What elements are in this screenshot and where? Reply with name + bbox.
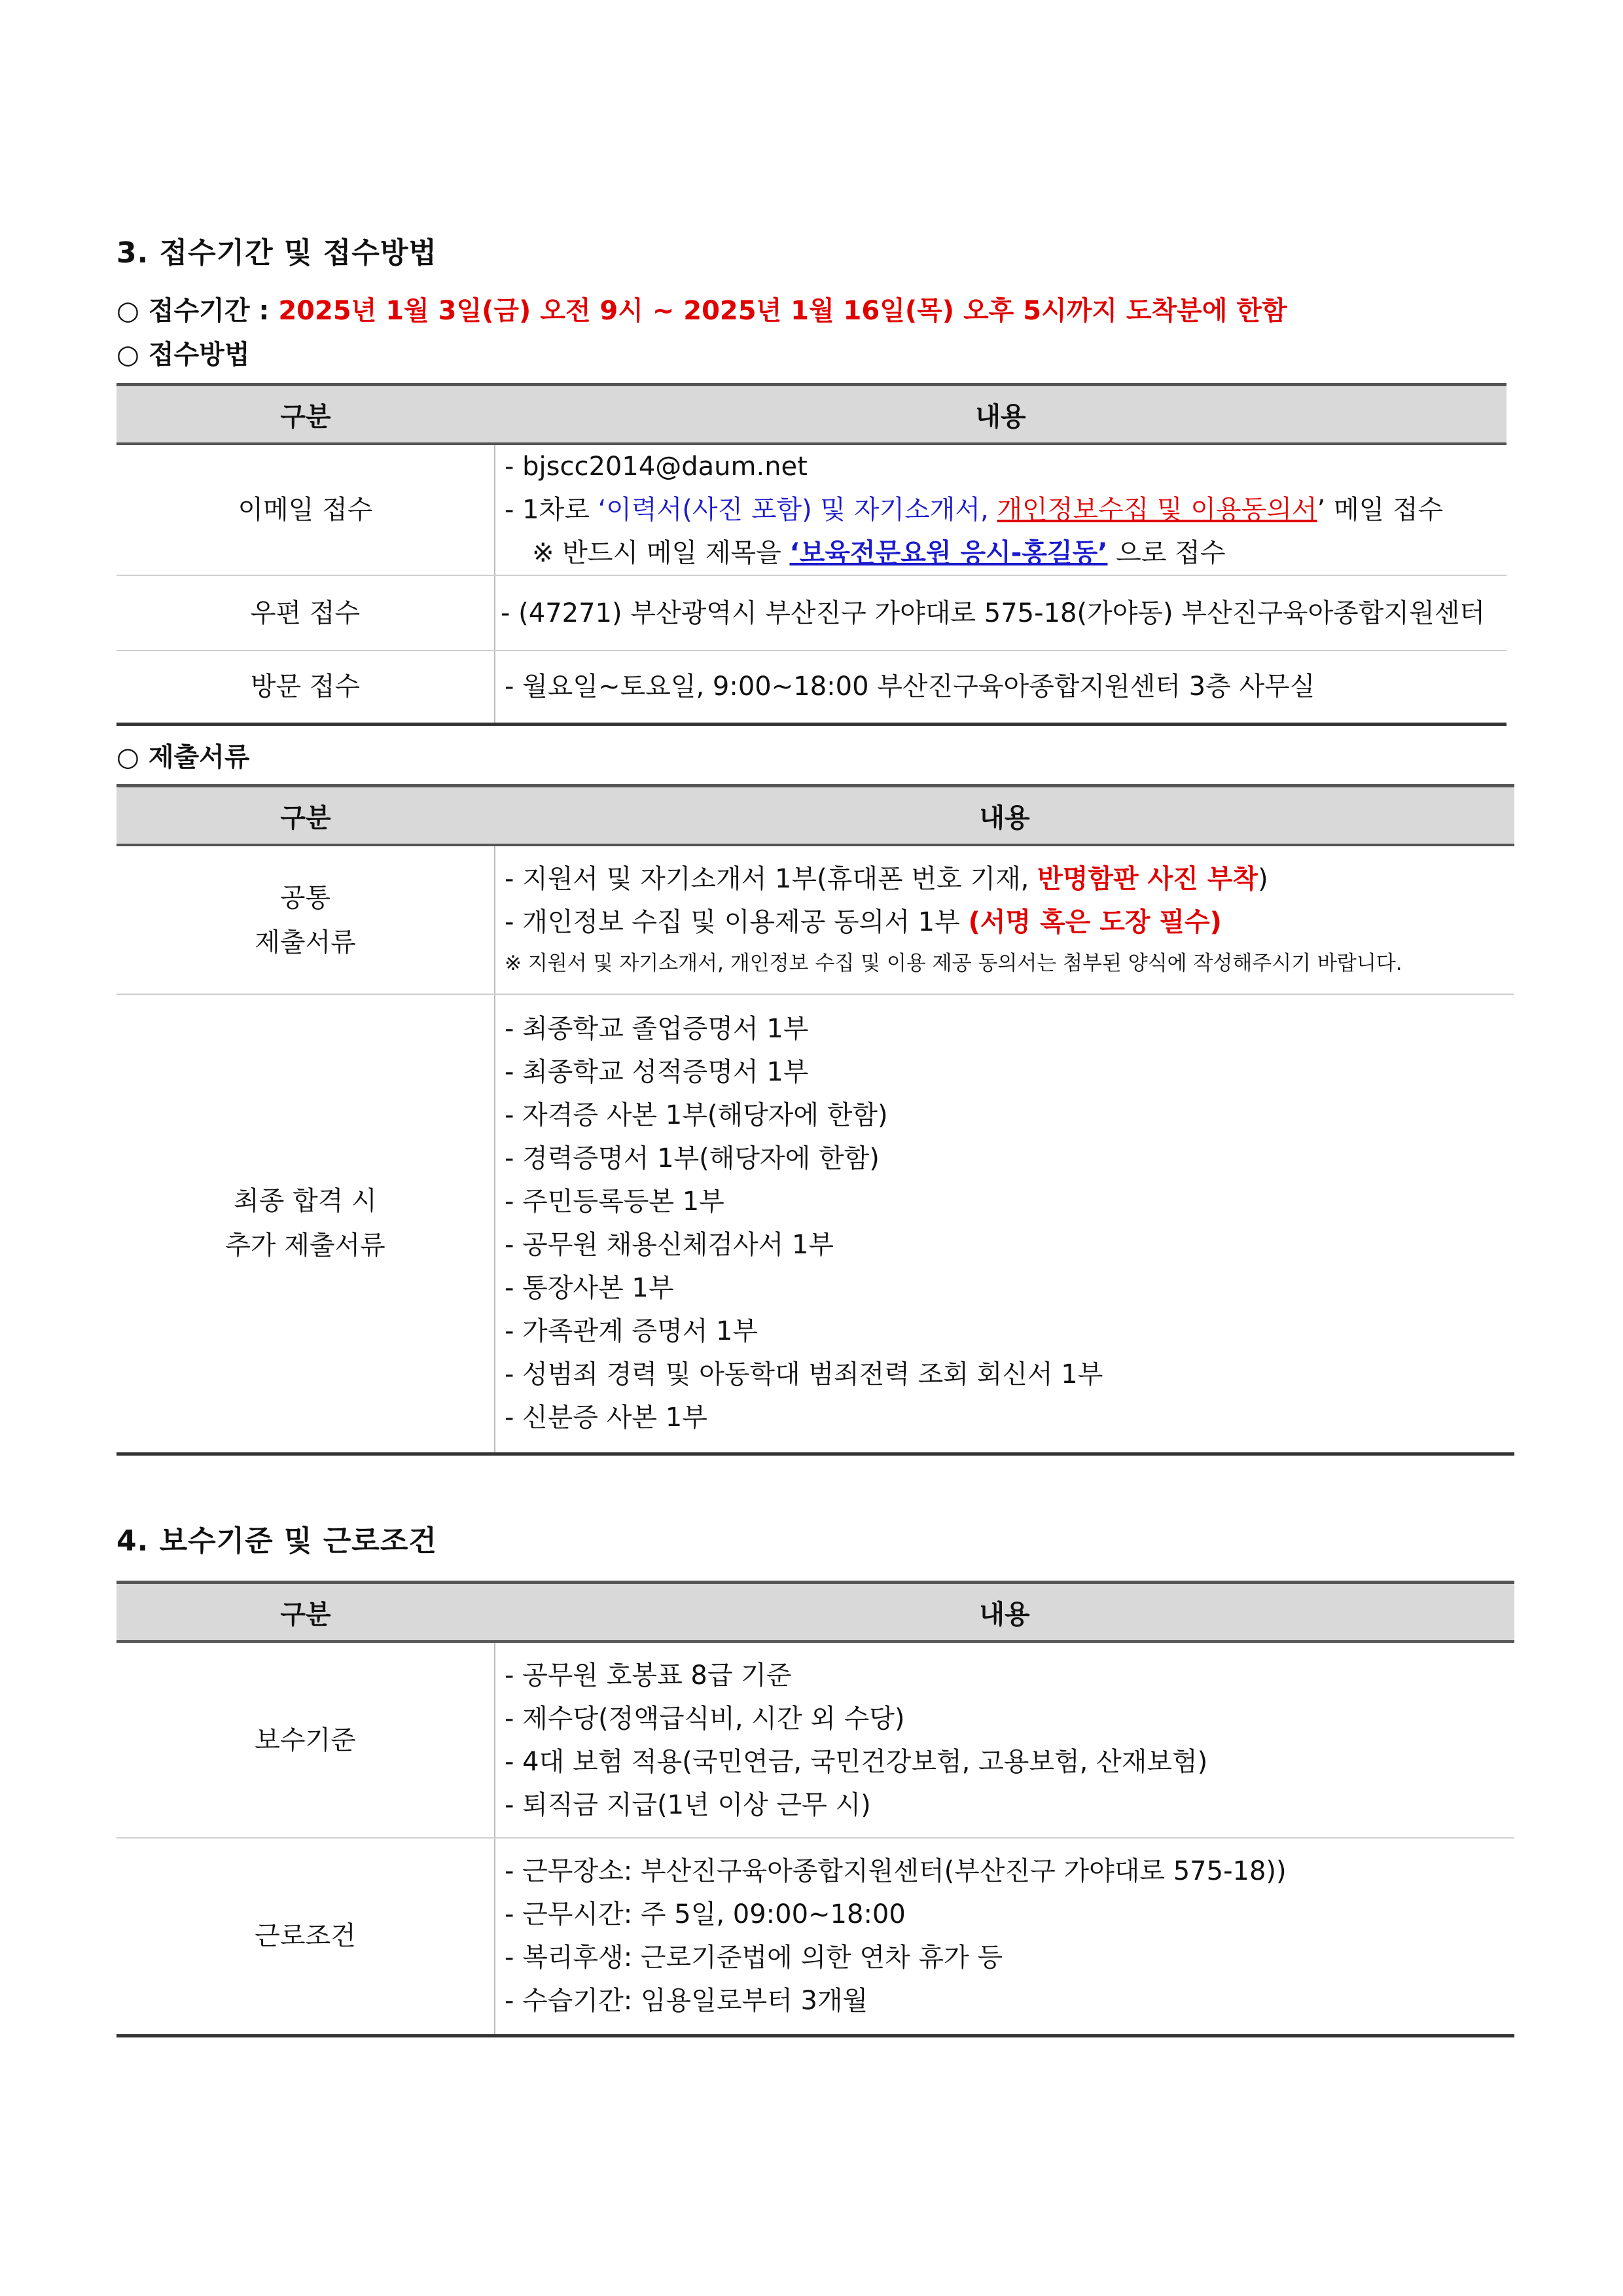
common-doc-1: [505, 857, 1514, 901]
list-item: - 복리후생: 근로기준법에 의한 연차 휴가 등: [505, 1943, 1003, 1973]
list-item: - 자격증 사본 1부(해당자에 한함): [505, 1100, 888, 1131]
email-instruction-suffix: ’ 메일 접수: [1317, 495, 1444, 525]
email-subject-suffix: 으로 접수: [1107, 538, 1226, 568]
circle-bullet-icon: ○: [116, 340, 139, 370]
header-category: 구분: [116, 385, 495, 444]
docs-label-text: 제출서류: [148, 742, 250, 772]
common-doc-2-text: - 개인정보 수집 및 이용제공 동의서 1부: [505, 906, 969, 937]
list-item: - 성범죄 경력 및 아동학대 범죄전력 조회 회신서 1부: [505, 1359, 1103, 1390]
list-item: - 퇴직금 지급(1년 이상 근무 시): [505, 1789, 871, 1820]
section-3-title: 3. 접수기간 및 접수방법: [116, 236, 437, 270]
list-item: - 통장사본 1부: [505, 1273, 674, 1304]
period-label: 접수기간 :: [148, 296, 270, 326]
circle-bullet-icon: ○: [116, 296, 139, 326]
work-content: [495, 1838, 1514, 2036]
docs-table: [116, 784, 1514, 1456]
work-label: 근로조건: [116, 1838, 495, 2036]
email-instruction-docs: ‘이력서(사진 포함) 및 자기소개서,: [597, 495, 997, 525]
common-label-line2: 제출서류: [255, 927, 356, 958]
common-label-line1: 공통: [279, 882, 331, 913]
list-item: - 최종학교 성적증명서 1부: [505, 1057, 809, 1088]
pay-label: 보수기준: [116, 1641, 495, 1838]
pay-conditions-table: [116, 1581, 1514, 2037]
visit-label: 방문 접수: [116, 651, 495, 724]
list-item: - 가족관계 증명서 1부: [505, 1316, 758, 1347]
list-item: - 4대 보험 적용(국민연금, 국민건강보험, 고용보험, 산재보험): [505, 1746, 1208, 1777]
email-label: 이메일 접수: [116, 444, 495, 575]
common-doc-2-sign: (서명 혹은 도장 필수): [968, 906, 1222, 937]
post-content: - (47271) 부산광역시 부산진구 가야대로 575-18(가야동) 부산진구육아종합지원센터: [495, 575, 1507, 651]
method-label-text: 접수방법: [148, 340, 250, 370]
period-value: 2025년 1월 3일(금) 오전 9시 ~ 2025년 1월 16일(목) 오후 5시까지 도착분에 한함: [278, 296, 1287, 326]
common-doc-2: [505, 901, 1514, 944]
reception-method-label: [116, 334, 249, 371]
email-address: - bjscc2014@daum.net: [505, 452, 808, 482]
common-doc-1-photo: 반명함판 사진 부착: [1037, 863, 1258, 894]
list-item: - 제수당(정액급식비, 시간 외 수당): [505, 1703, 905, 1734]
common-doc-1-suffix: ): [1258, 863, 1268, 894]
list-item: - 주민등록등본 1부: [505, 1187, 724, 1217]
list-item: - 수습기간: 임용일로부터 3개월: [505, 1986, 868, 2017]
list-item: - 근무시간: 주 5일, 09:00~18:00: [505, 1899, 906, 1930]
header-category: 구분: [116, 1583, 495, 1642]
list-item: - 최종학교 졸업증명서 1부: [505, 1014, 809, 1045]
method-table: [116, 383, 1507, 726]
email-content: [495, 444, 1507, 575]
email-subject-prefix: ※ 반드시 메일 제목을: [532, 538, 790, 568]
common-doc-1-text: - 지원서 및 자기소개서 1부(휴대폰 번호 기재,: [505, 863, 1038, 894]
email-subject-note: [505, 531, 1507, 575]
header-category: 구분: [116, 786, 495, 846]
final-docs-content: [495, 994, 1514, 1454]
circle-bullet-icon: ○: [116, 742, 139, 772]
header-content: 내용: [495, 385, 1507, 444]
list-item: - 신분증 사본 1부: [505, 1403, 707, 1433]
visit-content: - 월요일~토요일, 9:00~18:00 부산진구육아종합지원센터 3층 사무실: [495, 651, 1507, 724]
list-item: - 근무장소: 부산진구육아종합지원센터(부산진구 가야대로 575-18)): [505, 1856, 1287, 1887]
email-instruction: [505, 488, 1507, 531]
email-instruction-prefix: - 1차로: [505, 495, 598, 525]
list-item: - 공무원 호봉표 8급 기준: [505, 1660, 792, 1691]
email-instruction-consent: 개인정보수집 및 이용동의서: [997, 495, 1317, 525]
common-docs-note: ※ 지원서 및 자기소개서, 개인정보 수집 및 이용 제공 동의서는 첨부된 양식에 작성해주시기 바랍니다.: [505, 951, 1402, 975]
post-label: 우편 접수: [116, 575, 495, 651]
common-docs-label: [116, 845, 495, 994]
list-item: - 공무원 채용신체검사서 1부: [505, 1230, 834, 1261]
email-subject-example: ‘보육전문요원 응시-홍길동’: [789, 538, 1108, 568]
header-content: 내용: [495, 1583, 1514, 1642]
pay-content: [495, 1641, 1514, 1838]
common-docs-content: [495, 845, 1514, 994]
reception-period: [116, 290, 1287, 327]
final-label-line1: 최종 합격 시: [234, 1186, 377, 1217]
section-4-title: 4. 보수기준 및 근로조건: [116, 1524, 437, 1558]
final-label-line2: 추가 제출서류: [225, 1230, 385, 1261]
final-docs-label: [116, 994, 495, 1454]
header-content: 내용: [495, 786, 1514, 846]
submission-docs-label: [116, 736, 249, 774]
list-item: - 경력증명서 1부(해당자에 한함): [505, 1143, 880, 1174]
